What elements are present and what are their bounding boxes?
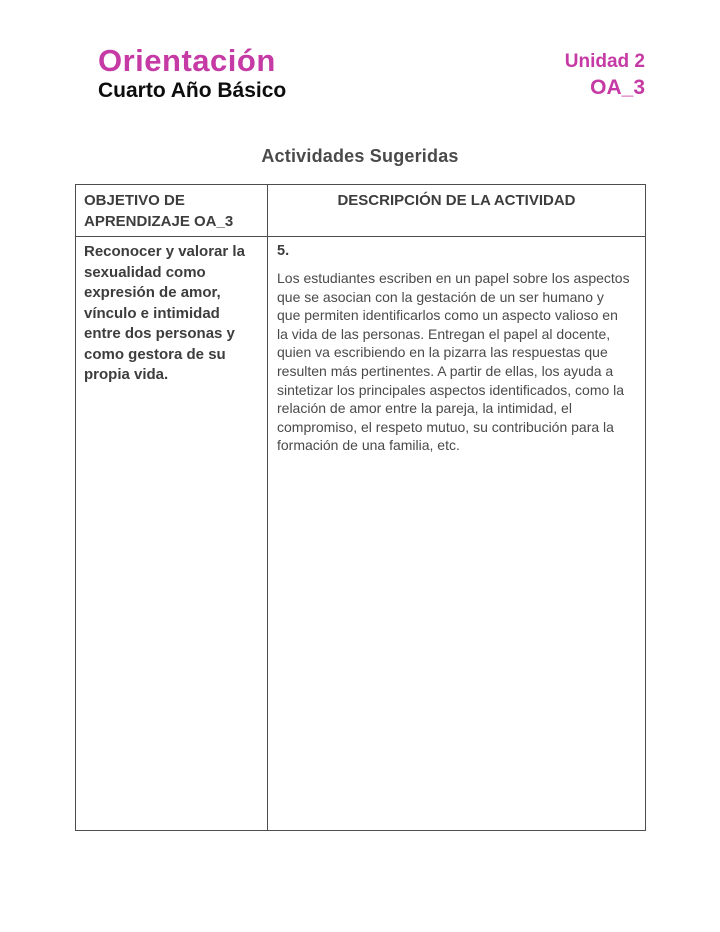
- document-header: [98, 44, 645, 104]
- oa-code-label: OA_3: [590, 76, 645, 99]
- subject-title: Orientación: [98, 43, 276, 78]
- grade-subtitle: Cuarto Año Básico: [98, 79, 287, 102]
- table-header-row: [76, 185, 646, 237]
- activity-number: 5.: [277, 243, 290, 259]
- subject-block: [98, 44, 286, 104]
- objective-text: Reconocer y valorar la sexualidad como expresión de amor, vínculo e intimidad entre dos personas y como gestora de su propia vida.: [84, 243, 245, 383]
- objective-cell: [76, 237, 268, 831]
- table-row: [76, 237, 646, 831]
- column-header-description: DESCRIPCIÓN DE LA ACTIVIDAD: [268, 185, 646, 237]
- column-header-objective: OBJETIVO DE APRENDIZAJE OA_3: [76, 185, 268, 237]
- unit-block: [565, 44, 645, 101]
- unit-label: Unidad 2: [564, 51, 645, 72]
- page-title: Actividades Sugeridas: [261, 146, 459, 166]
- activity-description: Los estudiantes escriben en un papel sobre los aspectos que se asocian con la gestación de un ser humano y que permiten identificarlos como un aspecto valioso en la vida de las personas. Entregan el papel al docente, quien va escribiendo en la pizarra las respuestas que resulten más pertinentes. A partir de ellas, los ayuda a sintetizar los principales aspectos identificados, como la relación de amor entre la pareja, la intimidad, el compromiso, el respeto mutuo, su contribución para la formación de una familia, etc.: [277, 270, 630, 454]
- activities-table: [75, 184, 646, 831]
- activity-cell: [268, 237, 646, 831]
